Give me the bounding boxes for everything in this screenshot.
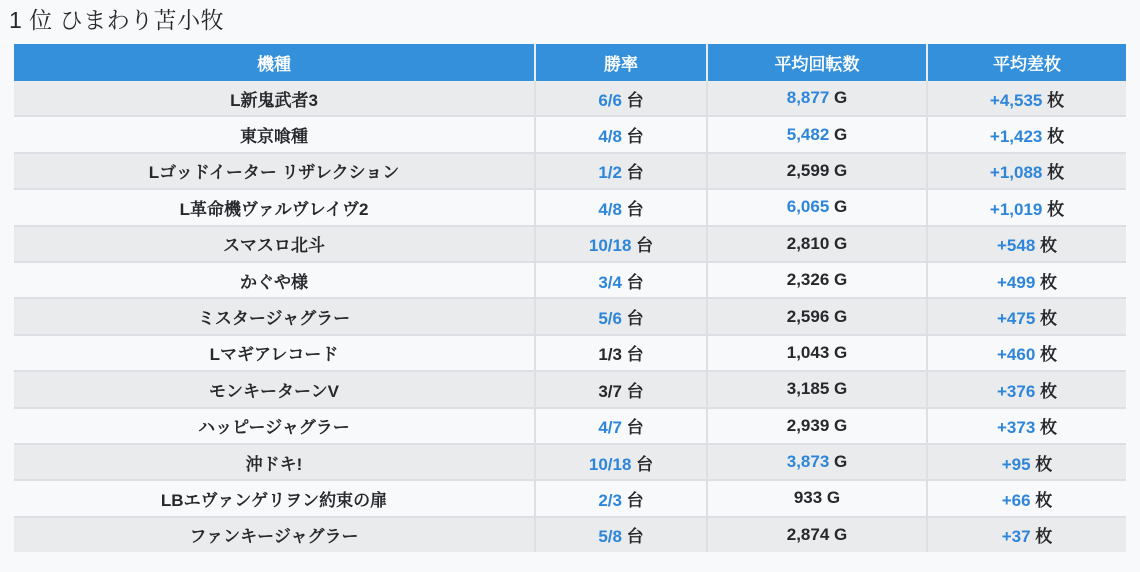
avg-diff-cell [927,189,1126,225]
avg-spins-cell-value: 8,877 [786,88,830,108]
win-rate-cell [535,444,707,480]
table-row [14,226,1126,262]
avg-diff-cell-value: +1,019 [989,199,1043,219]
avg-diff-cell-value: +548 [996,236,1036,256]
win-rate-cell-unit: 台 [621,381,644,401]
avg-diff-cell [927,116,1126,152]
table-row [14,116,1126,152]
table-row [14,262,1126,298]
avg-spins-cell [707,371,927,407]
table-row [14,480,1126,516]
avg-diff-cell [927,517,1126,552]
avg-spins-cell-unit: G [829,197,848,217]
avg-spins-cell [707,226,927,262]
avg-spins-cell-unit: G [829,524,848,544]
avg-diff-cell-value: +373 [996,418,1036,438]
win-rate-cell [535,153,707,189]
table-row [14,153,1126,189]
avg-spins-cell-unit: G [829,306,848,326]
avg-spins-cell [707,444,927,480]
avg-diff-cell-value: +95 [1001,454,1031,474]
avg-spins-cell-unit: G [829,415,848,435]
col-header-avg-spins: 平均回転数 [707,44,927,81]
avg-spins-cell [707,189,927,225]
table-row [14,408,1126,444]
win-rate-cell-unit: 台 [621,90,644,110]
win-rate-cell-value: 4/8 [598,199,622,219]
avg-spins-cell-value: 3,873 [786,452,830,472]
avg-diff-cell-value: +376 [996,381,1036,401]
avg-spins-cell-unit: G [829,124,848,144]
avg-diff-cell [927,153,1126,189]
avg-spins-cell-value: 933 [793,488,823,508]
avg-diff-cell-value: +37 [1001,527,1031,547]
machine-name-cell: 沖ドキ! [14,444,535,480]
avg-spins-cell-value: 6,065 [786,197,830,217]
avg-diff-cell [927,262,1126,298]
table-body [14,81,1126,552]
avg-diff-cell-unit: 枚 [1030,527,1053,547]
machine-name-cell: L新鬼武者3 [230,90,318,110]
avg-diff-cell-unit: 枚 [1042,199,1065,219]
avg-diff-cell-unit: 枚 [1042,90,1065,110]
win-rate-cell-unit: 台 [621,490,644,510]
avg-spins-cell-unit: G [829,342,848,362]
avg-diff-cell [927,298,1126,334]
avg-spins-cell-value: 2,596 [786,306,830,326]
machine-name-cell: ファンキージャグラー [14,517,535,552]
win-rate-cell-value: 5/8 [598,527,622,547]
avg-diff-cell [927,480,1126,516]
win-rate-cell-unit: 台 [621,272,644,292]
table-row [14,189,1126,225]
avg-diff-cell [927,335,1126,371]
avg-spins-cell [707,262,927,298]
avg-spins-cell-value: 2,939 [786,415,830,435]
win-rate-cell-unit: 台 [621,309,644,329]
avg-diff-cell-value: +475 [996,309,1036,329]
avg-spins-cell-unit: G [829,233,848,253]
avg-spins-cell [707,81,927,116]
win-rate-cell-unit: 台 [621,418,644,438]
machine-name-cell: ミスタージャグラー [14,298,535,334]
avg-spins-cell-value: 1,043 [786,342,830,362]
machine-name-cell: 東京喰種 [14,116,535,152]
col-header-win-rate: 勝率 [535,44,707,81]
win-rate-cell [535,335,707,371]
avg-diff-cell-unit: 枚 [1035,345,1058,365]
avg-spins-cell [707,298,927,334]
win-rate-cell-value: 3/4 [598,272,622,292]
col-header-machine: 機種 [14,44,535,81]
avg-diff-cell-unit: 枚 [1042,163,1065,183]
win-rate-cell-value: 10/18 [588,454,632,474]
win-rate-cell-value: 3/7 [598,381,622,401]
win-rate-cell-value: 1/2 [598,163,622,183]
avg-diff-cell-value: +499 [996,272,1036,292]
win-rate-cell [535,81,707,116]
win-rate-cell [535,226,707,262]
table-row [14,298,1126,334]
avg-diff-cell [927,371,1126,407]
avg-spins-cell-unit: G [829,379,848,399]
win-rate-cell-unit: 台 [621,127,644,147]
win-rate-cell [535,262,707,298]
win-rate-cell [535,480,707,516]
machine-name-cell: かぐや様 [14,262,535,298]
win-rate-cell-value: 2/3 [598,490,622,510]
win-rate-cell-value: 4/8 [598,127,622,147]
win-rate-cell-value: 4/7 [598,418,622,438]
machine-name-cell: L革命機ヴァルヴレイヴ2 [14,189,535,225]
avg-spins-cell [707,408,927,444]
avg-spins-cell-unit: G [822,488,841,508]
table-row [14,444,1126,480]
avg-spins-cell-unit: G [829,160,848,180]
avg-diff-cell [927,226,1126,262]
win-rate-cell [535,408,707,444]
avg-spins-cell-unit: G [829,452,848,472]
win-rate-cell-unit: 台 [621,527,644,547]
avg-spins-cell [707,517,927,552]
win-rate-cell [535,517,707,552]
win-rate-cell-unit: 台 [621,345,644,365]
machine-name-cell: モンキーターンV [14,371,535,407]
avg-spins-cell-value: 2,599 [786,160,830,180]
avg-spins-cell-unit: G [829,88,848,108]
avg-spins-cell [707,116,927,152]
avg-spins-cell [707,480,927,516]
avg-diff-cell-unit: 枚 [1035,272,1058,292]
avg-diff-cell [927,444,1126,480]
table-row [14,517,1126,552]
avg-diff-cell-unit: 枚 [1035,309,1058,329]
avg-spins-cell-value: 2,326 [786,270,830,290]
col-header-avg-diff: 平均差枚 [927,44,1126,81]
avg-spins-cell-unit: G [829,270,848,290]
avg-spins-cell-value: 2,874 [786,524,830,544]
machine-name-cell: Lマギアレコード [14,335,535,371]
ranking-table [14,44,1126,552]
avg-diff-cell-unit: 枚 [1030,490,1053,510]
avg-diff-cell-unit: 枚 [1035,236,1058,256]
avg-diff-cell-unit: 枚 [1042,127,1065,147]
win-rate-cell-value: 6/6 [598,90,622,110]
win-rate-cell [535,371,707,407]
win-rate-cell-value: 5/6 [598,309,622,329]
win-rate-cell [535,189,707,225]
avg-spins-cell-value: 2,810 [786,233,830,253]
machine-name-cell: LBエヴァンゲリヲン約束の扉 [14,480,535,516]
avg-spins-cell [707,153,927,189]
win-rate-cell-value: 1/3 [598,345,622,365]
table-row [14,371,1126,407]
avg-spins-cell [707,335,927,371]
table-row [14,335,1126,371]
avg-diff-cell-unit: 枚 [1035,381,1058,401]
avg-spins-cell-value: 3,185 [786,379,830,399]
win-rate-cell [535,298,707,334]
win-rate-cell-unit: 台 [621,199,644,219]
avg-diff-cell [927,81,1126,116]
table-row [14,81,1126,116]
machine-name-cell: ハッピージャグラー [14,408,535,444]
avg-diff-cell-value: +4,535 [989,90,1043,110]
avg-diff-cell-unit: 枚 [1035,418,1058,438]
win-rate-cell-unit: 台 [621,163,644,183]
avg-spins-cell-value: 5,482 [786,124,830,144]
win-rate-cell [535,116,707,152]
avg-diff-cell-value: +460 [996,345,1036,365]
avg-diff-cell [927,408,1126,444]
win-rate-cell-unit: 台 [631,236,654,256]
win-rate-cell-unit: 台 [631,454,654,474]
avg-diff-cell-value: +1,423 [989,127,1043,147]
table-header-row [14,44,1126,81]
machine-name-cell: Lゴッドイーター リザレクション [14,153,535,189]
avg-diff-cell-value: +1,088 [989,163,1043,183]
win-rate-cell-value: 10/18 [588,236,632,256]
avg-diff-cell-unit: 枚 [1030,454,1053,474]
avg-diff-cell-value: +66 [1001,490,1031,510]
machine-name-cell: スマスロ北斗 [14,226,535,262]
page-title: 1 位 ひまわり苫小牧 [9,7,225,33]
